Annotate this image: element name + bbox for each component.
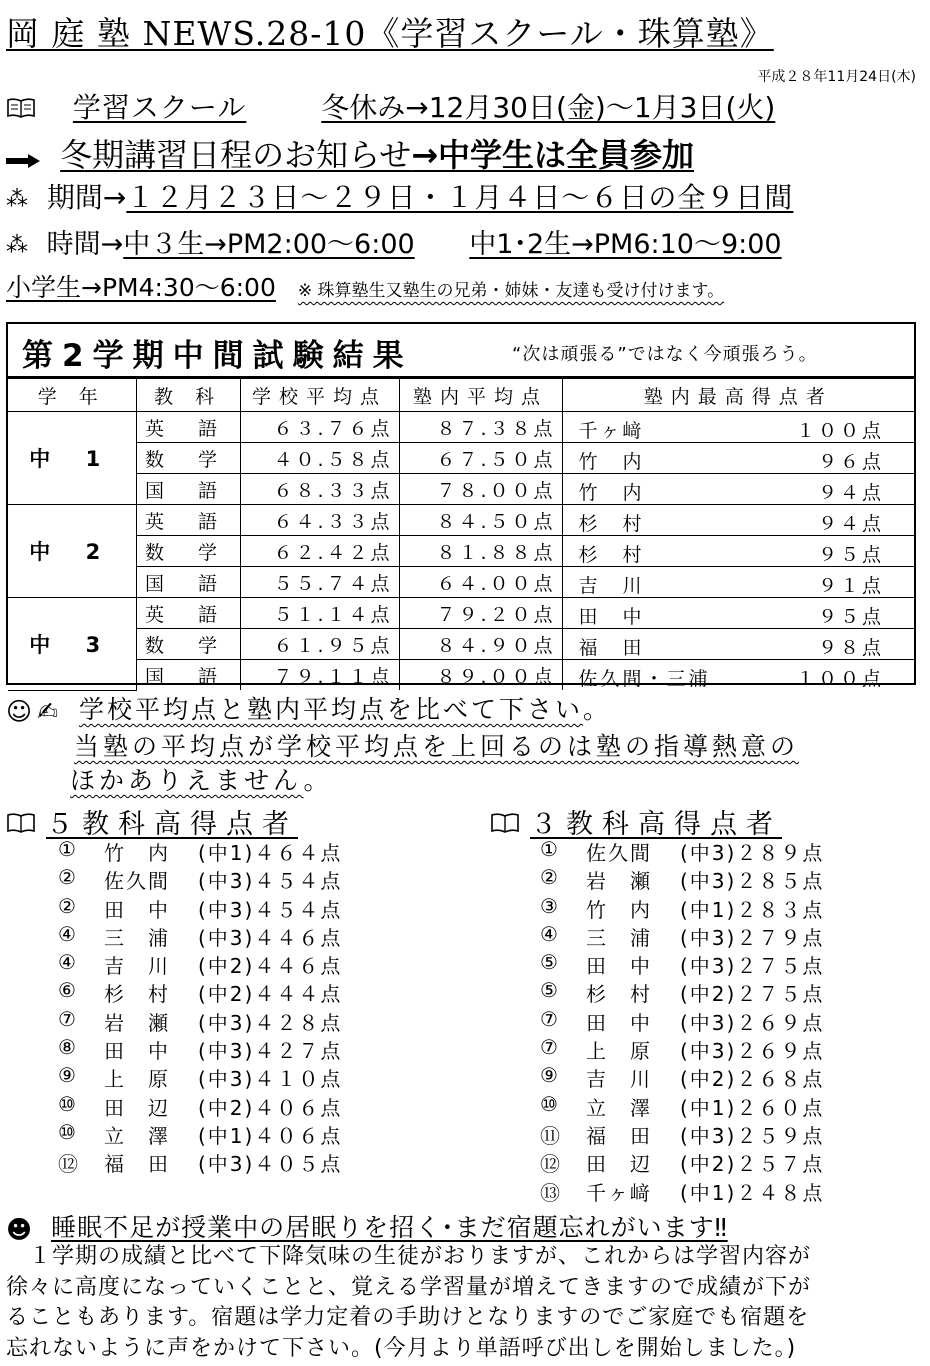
- table-row: [8, 598, 914, 629]
- rank-number: ⑪: [540, 1123, 562, 1148]
- rank-name: 福 田: [586, 1123, 652, 1148]
- rank-number: ⑥: [58, 978, 78, 1003]
- table-row: [8, 567, 914, 598]
- top-scorer-cell: 吉 川 ９１点: [562, 567, 914, 598]
- rank-name: 立 澤: [586, 1095, 652, 1120]
- warning-heading: ☻ 睡眠不足が授業中の居眠りを招く･まだ宿題忘れがいます‼: [6, 1213, 728, 1244]
- results-grid: [8, 378, 914, 691]
- rank-score: (中3)２５９点: [680, 1123, 825, 1148]
- results-header: [8, 324, 914, 378]
- school-avg-cell: ６４.３３点: [240, 505, 399, 536]
- rank-name: 千ヶ﨑: [586, 1180, 652, 1205]
- column-header: 塾内最高得点者: [562, 379, 914, 412]
- table-header-row: [8, 379, 914, 412]
- rank-name: 田 辺: [104, 1095, 170, 1120]
- rank-score: (中3)４２７点: [198, 1039, 343, 1064]
- comparison-line-1: ☺✍ 学校平均点と塾内平均点を比べて下さい。: [6, 695, 612, 726]
- school-avg-cell: ６１.９５点: [240, 629, 399, 660]
- rank-score: (中3)２６９点: [680, 1010, 825, 1035]
- rank-score: (中2)４４４点: [198, 982, 343, 1007]
- table-row: [8, 536, 914, 567]
- top-scorer-cell: 福 田 ９８点: [562, 629, 914, 660]
- rank-name: 吉 川: [104, 954, 170, 979]
- rank-number: ①: [58, 837, 78, 861]
- results-note: “次は頑張る”ではなく今頑張ろう。: [512, 344, 818, 365]
- subject-cell: 英 語: [136, 598, 240, 629]
- table-row: [8, 412, 914, 443]
- juku-avg-cell: ６４.００点: [399, 567, 562, 598]
- rank-name: 杉 村: [104, 982, 170, 1007]
- grade-cell: 中 1: [8, 412, 136, 505]
- subject-cell: 国 語: [136, 474, 240, 505]
- rank-score: (中2)４０６点: [198, 1095, 343, 1120]
- open-book-icon: [490, 810, 520, 841]
- rank-score: (中3)２７５点: [680, 954, 825, 979]
- juku-avg-cell: ８４.５０点: [399, 505, 562, 536]
- writing-hand-icon: ✍: [37, 696, 62, 726]
- results-title: 第2学期中間試験結果: [22, 338, 413, 374]
- column-header: 学 年: [8, 379, 136, 412]
- course-announcement: 冬期講習日程のお知らせ→中学生は全員参加: [6, 130, 694, 176]
- rank-score: (中3)２８５点: [680, 869, 825, 894]
- paragraph-line: 徐々に高度になっていくことと、覚える学習量が増えてきますので成績が下が: [6, 1274, 812, 1300]
- table-row: [8, 443, 914, 474]
- rank-name: 田 中: [586, 954, 652, 979]
- comparison-line-3: ほかありえません。: [70, 766, 333, 795]
- juku-avg-cell: ８１.８８点: [399, 536, 562, 567]
- grade-cell: 中 2: [8, 505, 136, 598]
- sparkle-icon: ⁂: [6, 233, 28, 258]
- juku-avg-cell: ６７.５０点: [399, 443, 562, 474]
- paragraph-line: ることもあります。宿題は学力定着の手助けとなりますのでご家庭でも宿題を: [6, 1305, 810, 1330]
- top-scorer-cell: 竹 内 ９６点: [562, 443, 914, 474]
- rank-name: 岩 瀬: [104, 1010, 170, 1035]
- rank-name: 立 澤: [104, 1123, 170, 1148]
- winter-break-text: 冬休み→12月30日(金)～1月3日(火): [321, 91, 776, 124]
- time-line: ⁂ 時間→中３生→PM2:00～6:00 中1･2生→PM6:10～9:00: [6, 229, 782, 260]
- table-row: [8, 629, 914, 660]
- rank-name: 田 辺: [586, 1152, 652, 1177]
- pointer-arrow-icon: [6, 138, 40, 176]
- rank-number: ⑨: [540, 1063, 560, 1088]
- rank-number: ④: [58, 950, 78, 975]
- rank-name: 吉 川: [586, 1067, 652, 1092]
- school-avg-cell: ７９.１１点: [240, 660, 399, 691]
- newsletter-title: 岡 庭 塾 NEWS.28-10《学習スクール・珠算塾》: [6, 14, 774, 53]
- juku-avg-cell: ８７.３８点: [399, 412, 562, 443]
- rank-score: (中2)２６８点: [680, 1067, 825, 1092]
- rank-number: ⑩: [58, 1091, 78, 1116]
- rank-name: 三 浦: [104, 925, 170, 950]
- juku-avg-cell: ７９.２０点: [399, 598, 562, 629]
- subject-cell: 英 語: [136, 505, 240, 536]
- rank-score: (中3)４１０点: [198, 1067, 343, 1092]
- subject-cell: 数 学: [136, 443, 240, 474]
- rank-number: ⑤: [540, 950, 560, 975]
- subject-cell: 数 学: [136, 536, 240, 567]
- rank-number: ⑤: [540, 978, 560, 1003]
- rank-number: ④: [58, 921, 78, 946]
- open-book-icon: [6, 93, 36, 126]
- smiley-face-icon: ☻: [6, 1214, 34, 1244]
- rank-name: 三 浦: [586, 925, 652, 950]
- winter-break-line: [6, 86, 775, 126]
- rank-score: (中1)２６０点: [680, 1095, 825, 1120]
- column-header: 教 科: [136, 379, 240, 412]
- subject-cell: 国 語: [136, 660, 240, 691]
- open-book-icon: [6, 810, 36, 841]
- rank-number: ④: [540, 921, 560, 946]
- rank-name: 田 中: [586, 1010, 652, 1035]
- school-avg-cell: ４０.５８点: [240, 443, 399, 474]
- rank-score: (中2)４４６点: [198, 954, 343, 979]
- juku-avg-cell: ８４.９０点: [399, 629, 562, 660]
- rank-score: (中1)２４８点: [680, 1180, 825, 1205]
- comparison-line-2: 当塾の平均点が学校平均点を上回るのは塾の指導熱意の: [74, 732, 800, 761]
- top-scorer-cell: 竹 内 ９４点: [562, 474, 914, 505]
- sparkle-icon: ⁂: [6, 186, 28, 212]
- rank-number: ⑩: [540, 1091, 560, 1116]
- rank-name: 竹 内: [586, 897, 652, 922]
- rank-name: 福 田: [104, 1152, 170, 1177]
- rank-name: 佐久間: [104, 869, 170, 894]
- rank-name: 岩 瀬: [586, 869, 652, 894]
- table-row: [8, 660, 914, 691]
- paragraph-line: 忘れないように声をかけて下さい。(今月より単語呼び出しを開始しました。): [6, 1335, 797, 1361]
- rank-number: ②: [58, 865, 78, 890]
- subject-cell: 数 学: [136, 629, 240, 660]
- rank-score: (中3)４５４点: [198, 869, 343, 894]
- warning-paragraph: [6, 1242, 922, 1364]
- juku-avg-cell: ８９.００点: [399, 660, 562, 691]
- school-avg-cell: ５５.７４点: [240, 567, 399, 598]
- juku-avg-cell: ７８.００点: [399, 474, 562, 505]
- rank-score: (中3)２７９点: [680, 925, 825, 950]
- rank-name: 田 中: [104, 897, 170, 922]
- column-header: 学校平均点: [240, 379, 399, 412]
- column-header: 塾内平均点: [399, 379, 562, 412]
- rank-score: (中3)２８９点: [680, 841, 825, 865]
- rank-number: ⑧: [58, 1035, 78, 1060]
- rank-name: 上 原: [586, 1039, 652, 1064]
- rank-number: ⑩: [58, 1119, 78, 1144]
- rank-number: ⑦: [58, 1006, 78, 1031]
- rank-score: (中3)４０５点: [198, 1152, 343, 1177]
- school-avg-cell: ６３.７６点: [240, 412, 399, 443]
- rank-number: ⑬: [540, 1180, 562, 1205]
- period-line: ⁂ 期間→１２月２３日～２９日・１月４日～６日の全９日間: [6, 181, 794, 214]
- rank-number: ③: [540, 893, 560, 918]
- rank-name: 竹 内: [104, 841, 170, 865]
- rank-name: 田 中: [104, 1039, 170, 1064]
- smiley-icon: ☺: [6, 696, 36, 726]
- rank-score: (中2)２７５点: [680, 982, 825, 1007]
- rank3-heading: ３教科高得点者: [490, 802, 782, 841]
- issue-date: 平成２８年11月24日(木): [757, 69, 916, 85]
- rank-number: ⑫: [540, 1152, 562, 1177]
- rank-number: ⑦: [540, 1006, 560, 1031]
- exam-results-table: [6, 322, 916, 690]
- rank-number: ⑫: [58, 1152, 80, 1177]
- rank-score: (中3)４４６点: [198, 925, 343, 950]
- school-avg-cell: ６８.３３点: [240, 474, 399, 505]
- top-scorer-cell: 千ヶ﨑 １００点: [562, 412, 914, 443]
- grade-cell: 中 3: [8, 598, 136, 691]
- rank-score: (中3)２６９点: [680, 1039, 825, 1064]
- rank-number: ①: [540, 837, 560, 861]
- rank-number: ⑨: [58, 1063, 78, 1088]
- top-scorer-cell: 杉 村 ９４点: [562, 505, 914, 536]
- rank-score: (中1)４６４点: [198, 841, 343, 865]
- subject-cell: 国 語: [136, 567, 240, 598]
- subject-cell: 英 語: [136, 412, 240, 443]
- rank-number: ⑦: [540, 1035, 560, 1060]
- school-avg-cell: ５１.１４点: [240, 598, 399, 629]
- paragraph-line: １学期の成績と比べて下降気味の生徒がおりますが、これからは学習内容が: [6, 1244, 812, 1269]
- rank-name: 佐久間: [586, 841, 652, 865]
- school-label: 学習スクール: [72, 91, 247, 124]
- elementary-line: 小学生→PM4:30～6:00 ※ 珠算塾生又塾生の兄弟・姉妹・友達も受け付けます。: [6, 273, 725, 302]
- rank-score: (中2)２５７点: [680, 1152, 825, 1177]
- school-avg-cell: ６２.４２点: [240, 536, 399, 567]
- top-scorer-cell: 田 中 ９５点: [562, 598, 914, 629]
- rank-name: 上 原: [104, 1067, 170, 1092]
- table-row: [8, 505, 914, 536]
- rank-score: (中1)４０６点: [198, 1123, 343, 1148]
- rank-number: ②: [58, 893, 78, 918]
- rank-score: (中3)４５４点: [198, 897, 343, 922]
- rank-name: 杉 村: [586, 982, 652, 1007]
- rank-number: ②: [540, 865, 560, 890]
- top-scorer-cell: 佐久間・三浦 １００点: [562, 660, 914, 691]
- rank-score: (中3)４２８点: [198, 1010, 343, 1035]
- top-scorer-cell: 杉 村 ９５点: [562, 536, 914, 567]
- rank-score: (中1)２８３点: [680, 897, 825, 922]
- table-row: [8, 474, 914, 505]
- rank5-heading: ５教科高得点者: [6, 802, 298, 841]
